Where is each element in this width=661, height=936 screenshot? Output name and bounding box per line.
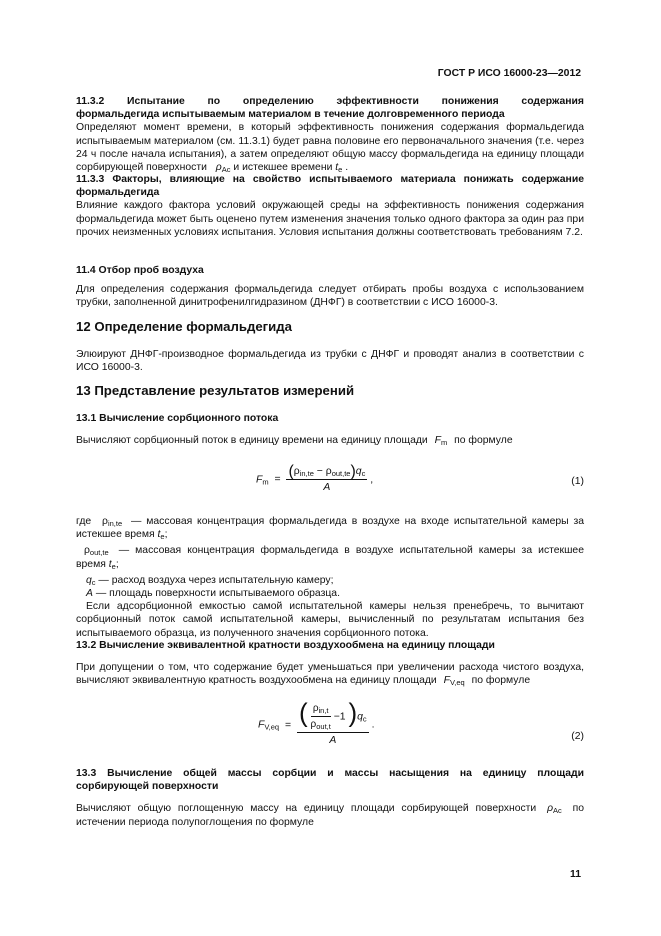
- legend-item-a: A — площадь поверхности испытываемого образца.: [86, 588, 340, 600]
- legend-item-rho-in: где $\rho_{in,te}$ — массовая концентрация формальдегида в воздухе на входе испытательной камеры за истекшее время $t_e$;: [76, 516, 584, 542]
- section-13-1-intro: Вычисляют сорбционный поток в единицу времени на единицу площади $F_m$ по формуле: [76, 435, 513, 448]
- section-11-3-3: [76, 173, 584, 239]
- legend-item-rho-out: $\rho_{out,te}$ — массовая концентрация формальдегида в воздухе испытательной камеры за истекшее время $t_e$;: [76, 545, 584, 571]
- section-11-3-2-title-line2: формальдегида испытываемым материалом в течение долговременного периода: [76, 109, 505, 121]
- section-13-3: [76, 767, 584, 829]
- section-13-3-title-line2: сорбирующей поверхности: [76, 781, 219, 793]
- formula-2: $F_{V,eq}$ = ( $\frac{\rho_{in,t}}{\rho_{out,t}}$ −1 )$q_c$ A . (2): [258, 697, 584, 747]
- formula-1: $F_m$ = $\frac{(\rho_{in,te} - \rho_{out,te})q_c}{A}$ , (1): [256, 463, 584, 494]
- section-13-3-title-line1: 13.3 Вычисление общей массы сорбции и массы насыщения на единицу площади: [76, 768, 584, 779]
- section-11-4-paragraph: Для определения содержания формальдегида следует отбирать пробы воздуха с использованием трубки, заполненной динитрофенилгидразином (ДНФГ) в соответствии с ИСО 16000-3.: [76, 284, 584, 309]
- formula-1-fraction: $\frac{(\rho_{in,te} - \rho_{out,te})q_c}{A}$: [288, 463, 366, 494]
- formula-2-fraction: ( $\frac{\rho_{in,t}}{\rho_{out,t}}$ −1 )$q_c$ A: [298, 697, 367, 747]
- section-13-title: 13 Представление результатов измерений: [76, 383, 355, 398]
- section-13-2: [76, 639, 584, 688]
- section-12-title: 12 Определение формальдегида: [76, 319, 292, 334]
- section-13-3-paragraph: Вычисляют общую поглощенную массу на единицу площади сорбирующей поверхности $\rho_{Ac}$ по истечении периода полупоглощения по формуле: [76, 803, 585, 828]
- section-13-1: [76, 412, 584, 447]
- section-13-1-title: 13.1 Вычисление сорбционного потока: [76, 413, 279, 424]
- legend-item-qc: $q_c$ — расход воздуха через испытательную камеру;: [86, 574, 334, 587]
- formula-2-number: (2): [571, 731, 584, 742]
- section-11-3-3-title: 11.3.3 Факторы, влияющие на свойство испытываемого материала понижать содержание формальдегида: [76, 174, 584, 199]
- section-13-1-note: Если адсорбционной емкостью самой испытательной камеры нельзя пренебречь, то вычитают сорбционный поток самой испытательной камеры, вычисленный по результатам испытания без испытываемого образца, из полученного значения сорбционного потока.: [76, 601, 584, 639]
- formula-1-legend: [76, 515, 584, 640]
- section-12: [76, 319, 584, 374]
- document-header: ГОСТ Р ИСО 16000-23—2012: [437, 68, 581, 79]
- section-12-paragraph: Элюируют ДНФГ-производное формальдегида из трубки с ДНФГ и проводят анализ в соответствии с ИСО 16000-3.: [76, 349, 584, 374]
- section-11-3-2: [76, 95, 584, 174]
- page-number: 11: [570, 869, 581, 880]
- section-13-2-intro: При допущении о том, что содержание будет уменьшаться при увеличении расхода чистого воздуха, вычисляют эквивалентную кратность воздухообмена на единицу площади $F_{V,eq}$ по формуле: [76, 662, 584, 688]
- formula-1-number: (1): [571, 476, 584, 487]
- section-13: [76, 383, 584, 399]
- section-11-3-2-paragraph: Определяют момент времени, в который эффективность понижения содержания формальдегида испытываемым материалом (см. 11.3.1) будет равна половине его первоначального значения (т.е. через 24 ч после начала испытания), а затем определяют общую массу формальдегида на единицу площади сорбирующей поверхности $\rho_{Ac}$ и истекшее времени $t_e$ .: [76, 122, 584, 175]
- section-11-4-title: 11.4 Отбор проб воздуха: [76, 265, 204, 276]
- section-11-4: [76, 264, 584, 310]
- section-13-2-title: 13.2 Вычисление эквивалентной кратности воздухообмена на единицу площади: [76, 640, 495, 651]
- section-11-3-3-paragraph: Влияние каждого фактора условий окружающей среды на эффективность понижения содержания формальдегида может быть оценено путем изменения значения только одного фактора за один раз при прочих неизменных условиях испытания. Условия испытания должны соответствовать требованиям 7.2.: [76, 200, 584, 238]
- section-11-3-2-title-line1: 11.3.2 Испытание по определению эффективности понижения содержания: [76, 96, 584, 107]
